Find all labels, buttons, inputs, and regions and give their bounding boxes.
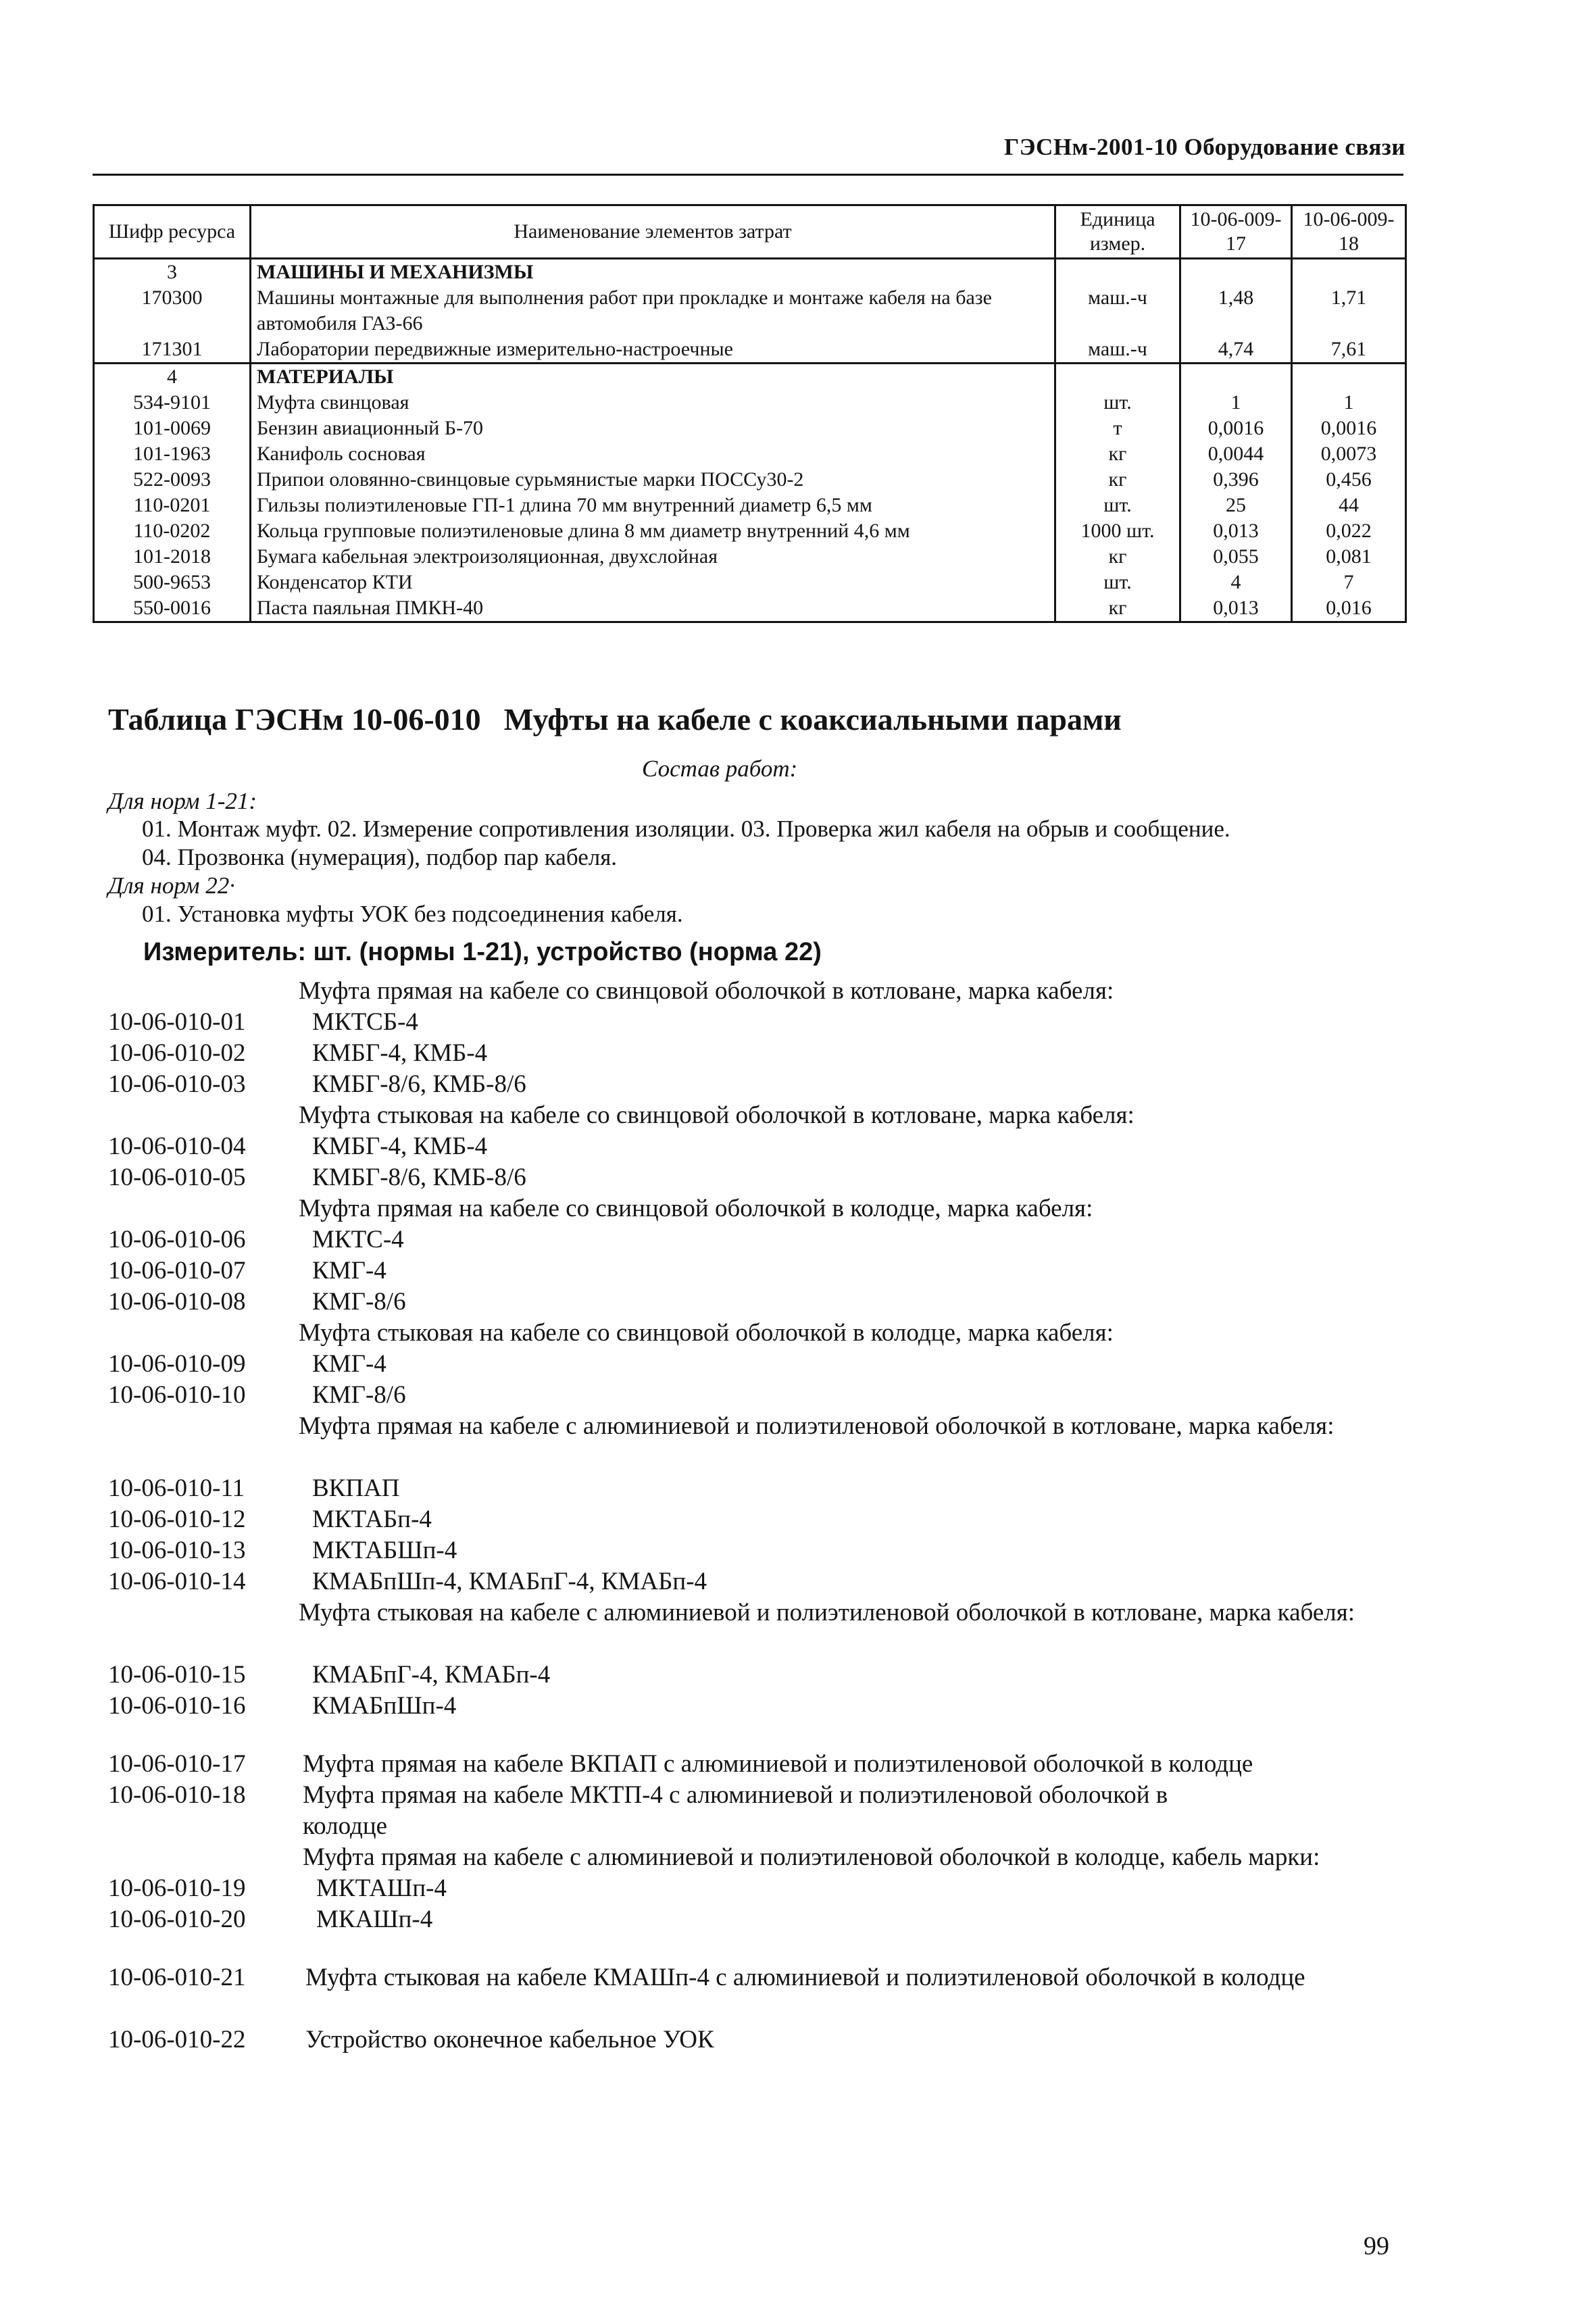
resource-code-cell: 3 xyxy=(94,259,251,286)
table-row xyxy=(94,595,1406,622)
cable-brand: КМГ-8/6 xyxy=(312,1288,406,1316)
cable-brand: КМБГ-4, КМБ-4 xyxy=(312,1132,488,1160)
item-name-cell: Гильзы полиэтиленовые ГП-1 длина 70 мм внутренний диаметр 6,5 мм xyxy=(251,493,1055,518)
item-name-cell: Бензин авиационный Б-70 xyxy=(251,416,1055,441)
norm-17-value-cell: 1 xyxy=(1180,390,1292,416)
norm-group-heading: Муфта прямая на кабеле со свинцовой оболочкой в котловане, марка кабеля: xyxy=(299,977,1114,1005)
norm-group-heading: Муфта прямая на кабеле с алюминиевой и полиэтиленовой оболочкой в колодце, кабель марки: xyxy=(303,1843,1320,1871)
norms-1-21-label: Для норм 1-21: xyxy=(108,788,257,814)
unit-cell xyxy=(1055,259,1180,286)
item-name-cell: МАТЕРИАЛЫ xyxy=(251,364,1055,391)
norm-18-value-cell: 44 xyxy=(1292,493,1406,518)
cable-brand: КМАБпШп-4 xyxy=(312,1692,457,1720)
norm-17-value-cell: 0,0044 xyxy=(1180,441,1292,467)
norm-code: 10-06-010-16 xyxy=(108,1692,246,1720)
resource-code-cell: 101-2018 xyxy=(94,544,251,570)
norm-17-value-cell: 25 xyxy=(1180,493,1292,518)
resource-code-cell: 101-0069 xyxy=(94,416,251,441)
table-title: Муфты на кабеле с коаксиальными парами xyxy=(503,702,1122,737)
resource-table xyxy=(93,204,1407,623)
item-name-cell: Машины монтажные для выполнения работ при прокладке и монтаже кабеля на базе автомобиля ГАЗ-66 xyxy=(251,285,1055,337)
unit-cell: шт. xyxy=(1055,493,1180,518)
norm-17-value-cell: 1,48 xyxy=(1180,285,1292,337)
norm-18-value-cell: 0,016 xyxy=(1292,595,1406,622)
resource-code-cell: 522-0093 xyxy=(94,467,251,493)
norm-group-heading: Муфта прямая на кабеле со свинцовой оболочкой в колодце, марка кабеля: xyxy=(299,1195,1093,1222)
works-caption: Состав работ: xyxy=(642,755,798,782)
page-number: 99 xyxy=(1364,2232,1389,2260)
table-row xyxy=(94,416,1406,441)
norm-18-value-cell xyxy=(1292,259,1406,286)
norm-17-value-cell: 0,055 xyxy=(1180,544,1292,570)
norm-17-value-cell: 0,013 xyxy=(1180,595,1292,622)
section-title xyxy=(108,701,1122,737)
norm-code: 10-06-010-19 xyxy=(108,1874,246,1902)
norm-group-heading: Муфта прямая на кабеле с алюминиевой и полиэтиленовой оболочкой в котловане, марка кабеля: xyxy=(299,1412,1335,1440)
table-row xyxy=(94,570,1406,595)
table-row xyxy=(94,337,1406,364)
cable-brand: МКТС-4 xyxy=(312,1226,404,1253)
norm-code: 10-06-010-21 xyxy=(108,1964,246,1991)
norm-17-value-cell xyxy=(1180,364,1292,391)
unit-cell: маш.-ч xyxy=(1055,285,1180,337)
table-section-row xyxy=(94,259,1406,286)
unit-cell: шт. xyxy=(1055,570,1180,595)
norm-17-value-cell: 4 xyxy=(1180,570,1292,595)
cable-brand: МКТСБ-4 xyxy=(312,1008,418,1036)
norm-group-heading: Муфта стыковая на кабеле со свинцовой оболочкой в колодце, марка кабеля: xyxy=(299,1319,1114,1347)
norm-18-value-cell: 0,081 xyxy=(1292,544,1406,570)
norm-18-value-cell: 0,456 xyxy=(1292,467,1406,493)
norm-group-heading: Муфта стыковая на кабеле со свинцовой оболочкой в котловане, марка кабеля: xyxy=(299,1101,1134,1129)
resource-code-cell: 101-1963 xyxy=(94,441,251,467)
item-name-cell: МАШИНЫ И МЕХАНИЗМЫ xyxy=(251,259,1055,286)
resource-code-cell: 171301 xyxy=(94,337,251,364)
norm-code: 10-06-010-12 xyxy=(108,1505,246,1533)
resource-table-body xyxy=(94,259,1406,622)
cable-brand: МКАШп-4 xyxy=(316,1906,433,1933)
table-row xyxy=(94,467,1406,493)
table-row xyxy=(94,390,1406,416)
norm-18-value-cell xyxy=(1292,364,1406,391)
norm-description: Муфта стыковая на кабеле КМАШп-4 с алюминиевой и полиэтиленовой оболочкой в колодце xyxy=(305,1964,1305,1991)
col-header-code: Шифр ресурса xyxy=(94,205,251,259)
col-header-name: Наименование элементов затрат xyxy=(251,205,1055,259)
unit-cell: кг xyxy=(1055,544,1180,570)
norm-18-value-cell: 0,022 xyxy=(1292,518,1406,544)
norm-description: Муфта прямая на кабеле МКТП-4 с алюминиевой и полиэтиленовой оболочкой в колодце xyxy=(303,1781,1168,1840)
norm-code: 10-06-010-07 xyxy=(108,1257,246,1285)
norm-17-value-cell: 0,0016 xyxy=(1180,416,1292,441)
item-name-cell: Канифоль сосновая xyxy=(251,441,1055,467)
cable-brand: КМБГ-8/6, КМБ-8/6 xyxy=(312,1164,526,1191)
cable-brand: МКТАБп-4 xyxy=(312,1505,432,1533)
norm-code: 10-06-010-02 xyxy=(108,1039,246,1067)
norm-17-value-cell: 0,396 xyxy=(1180,467,1292,493)
norm-code: 10-06-010-11 xyxy=(108,1474,245,1502)
norm-code: 10-06-010-13 xyxy=(108,1537,246,1564)
norm-group-heading: Муфта стыковая на кабеле с алюминиевой и полиэтиленовой оболочкой в котловане, марка кабеля: xyxy=(299,1599,1355,1626)
works-1-21-line-2: 04. Прозвонка (нумерация), подбор пар кабеля. xyxy=(142,844,618,870)
col-header-norm-17: 10-06-009-17 xyxy=(1180,205,1292,259)
col-header-norm-18: 10-06-009-18 xyxy=(1292,205,1406,259)
norm-18-value-cell: 0,0073 xyxy=(1292,441,1406,467)
header-rule xyxy=(93,174,1403,176)
col-header-unit: Единица измер. xyxy=(1055,205,1180,259)
norm-description: Устройство оконечное кабельное УОК xyxy=(305,2026,714,2053)
norm-description: Муфта прямая на кабеле ВКПАП с алюминиевой и полиэтиленовой оболочкой в колодце xyxy=(303,1750,1253,1778)
norm-code: 10-06-010-04 xyxy=(108,1132,246,1160)
norm-code: 10-06-010-05 xyxy=(108,1164,246,1191)
norm-17-value-cell xyxy=(1180,259,1292,286)
resource-code-cell: 534-9101 xyxy=(94,390,251,416)
unit-cell: шт. xyxy=(1055,390,1180,416)
unit-cell: кг xyxy=(1055,441,1180,467)
cable-brand: КМГ-4 xyxy=(312,1257,386,1285)
norm-code: 10-06-010-18 xyxy=(108,1781,246,1809)
table-row xyxy=(94,544,1406,570)
cable-brand: МКТАБШп-4 xyxy=(312,1537,457,1564)
norm-code: 10-06-010-22 xyxy=(108,2026,246,2053)
norms-22-label: Для норм 22· xyxy=(108,872,236,899)
running-header: ГЭСНм-2001-10 Оборудование связи xyxy=(1004,134,1405,160)
cable-brand: КМБГ-8/6, КМБ-8/6 xyxy=(312,1070,526,1098)
cable-brand: КМАБпШп-4, КМАБпГ-4, КМАБп-4 xyxy=(312,1568,707,1595)
unit-cell: кг xyxy=(1055,595,1180,622)
norm-18-value-cell: 1,71 xyxy=(1292,285,1406,337)
norm-code: 10-06-010-08 xyxy=(108,1288,246,1316)
meter-line: Измеритель: шт. (нормы 1-21), устройство (норма 22) xyxy=(143,938,822,966)
norm-17-value-cell: 0,013 xyxy=(1180,518,1292,544)
item-name-cell: Припои оловянно-свинцовые сурьмянистые марки ПОССу30-2 xyxy=(251,467,1055,493)
table-header-row xyxy=(94,205,1406,259)
unit-cell: кг xyxy=(1055,467,1180,493)
norm-18-value-cell: 7,61 xyxy=(1292,337,1406,364)
norm-code: 10-06-010-14 xyxy=(108,1568,246,1595)
resource-code-cell: 110-0202 xyxy=(94,518,251,544)
unit-cell: маш.-ч xyxy=(1055,337,1180,364)
resource-code-cell: 550-0016 xyxy=(94,595,251,622)
norm-code: 10-06-010-06 xyxy=(108,1226,246,1253)
works-22-line-1: 01. Установка муфты УОК без подсоединения кабеля. xyxy=(142,901,683,927)
resource-code-cell: 500-9653 xyxy=(94,570,251,595)
cable-brand: МКТАШп-4 xyxy=(316,1874,447,1902)
table-row xyxy=(94,518,1406,544)
table-row xyxy=(94,285,1406,337)
cable-brand: ВКПАП xyxy=(312,1474,400,1502)
norm-code: 10-06-010-01 xyxy=(108,1008,246,1036)
norm-code: 10-06-010-10 xyxy=(108,1381,246,1409)
table-row xyxy=(94,493,1406,518)
works-1-21-line-1: 01. Монтаж муфт. 02. Измерение сопротивления изоляции. 03. Проверка жил кабеля на обрыв и сообщение. xyxy=(142,816,1230,842)
resource-code-cell: 170300 xyxy=(94,285,251,337)
cable-brand: КМБГ-4, КМБ-4 xyxy=(312,1039,488,1067)
item-name-cell: Кольца групповые полиэтиленовые длина 8 мм диаметр внутренний 4,6 мм xyxy=(251,518,1055,544)
item-name-cell: Паста паяльная ПМКН-40 xyxy=(251,595,1055,622)
table-section-row xyxy=(94,364,1406,391)
norm-17-value-cell: 4,74 xyxy=(1180,337,1292,364)
item-name-cell: Конденсатор КТИ xyxy=(251,570,1055,595)
norm-18-value-cell: 0,0016 xyxy=(1292,416,1406,441)
norm-code: 10-06-010-03 xyxy=(108,1070,246,1098)
norm-code: 10-06-010-09 xyxy=(108,1350,246,1378)
cable-brand: КМГ-8/6 xyxy=(312,1381,406,1409)
resource-code-cell: 4 xyxy=(94,364,251,391)
resource-code-cell: 110-0201 xyxy=(94,493,251,518)
cable-brand: КМАБпГ-4, КМАБп-4 xyxy=(312,1661,551,1689)
unit-cell: т xyxy=(1055,416,1180,441)
norm-code: 10-06-010-15 xyxy=(108,1661,246,1689)
norm-code: 10-06-010-17 xyxy=(108,1750,246,1778)
table-row xyxy=(94,441,1406,467)
norm-18-value-cell: 1 xyxy=(1292,390,1406,416)
norm-18-value-cell: 7 xyxy=(1292,570,1406,595)
table-label: Таблица ГЭСНм 10-06-010 xyxy=(108,702,481,737)
item-name-cell: Лаборатории передвижные измерительно-настроечные xyxy=(251,337,1055,364)
unit-cell: 1000 шт. xyxy=(1055,518,1180,544)
item-name-cell: Бумага кабельная электроизоляционная, двухслойная xyxy=(251,544,1055,570)
unit-cell xyxy=(1055,364,1180,391)
item-name-cell: Муфта свинцовая xyxy=(251,390,1055,416)
norm-code: 10-06-010-20 xyxy=(108,1906,246,1933)
cable-brand: КМГ-4 xyxy=(312,1350,386,1378)
